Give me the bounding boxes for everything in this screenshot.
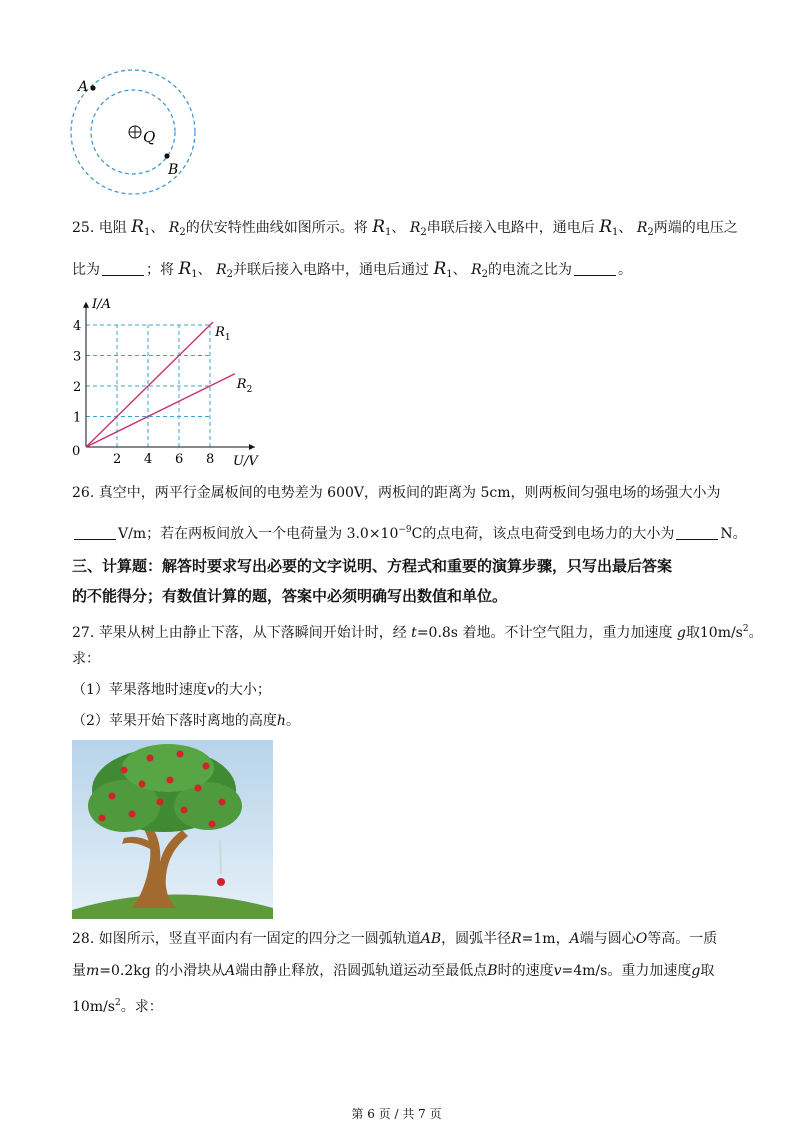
series-line-r2 — [86, 374, 235, 447]
series-label-r2: $R_2$ — [236, 376, 253, 395]
point-b — [164, 153, 169, 158]
q27-ask: 求： — [72, 651, 100, 667]
q26-line2: V/m；若在两板间放入一个电荷量为 $3.0\times 10^{-9}C$的点电荷，该点电荷受到电场力的大小为 N。 — [72, 520, 747, 544]
x-axis-label: U/V — [233, 454, 258, 469]
x-tick-label: 8 — [206, 452, 215, 467]
concentric-circles-figure — [66, 66, 196, 198]
y-tick-label: 1 — [73, 410, 82, 426]
point-a — [90, 85, 95, 90]
label-a: A — [78, 79, 89, 95]
section-heading-line2: 的不能得分；有数值计算的题，答案中必须明确写出数值和单位。 — [72, 587, 508, 605]
answer-blank — [676, 525, 718, 540]
answer-blank — [102, 261, 144, 276]
apple-tree-illustration — [72, 740, 273, 919]
page-footer: 第 6 页 / 共 7 页 — [351, 1107, 442, 1121]
y-tick-label: 2 — [73, 380, 82, 395]
x-tick-label: 0 — [72, 444, 81, 459]
y-tick-label: 3 — [73, 349, 82, 365]
answer-blank — [574, 261, 616, 276]
series-label-r1: $R_1$ — [215, 324, 231, 343]
label-b: B — [168, 162, 179, 178]
x-tick-label: 6 — [175, 452, 184, 467]
q28-line2: 量m=0.2kg 的小滑块从A端由静止释放，沿圆弧轨道运动至最低点B时的速度v=4m/s。重力加速度g取 — [72, 963, 715, 979]
q27-part1: （1）苹果落地时速度v的大小； — [72, 682, 271, 698]
y-axis-label: I/A — [92, 296, 111, 312]
answer-blank — [74, 525, 116, 540]
q25-line2: 比为 ；将 $R_1$、 $R_2$并联后接入电路中，通电后通过 $R_1$、 $R_2$的电流之比为 。 — [72, 259, 633, 280]
x-tick-label: 4 — [144, 452, 153, 467]
q26-line1: 26. 真空中，两平行金属板间的电势差为 600V，两板间的距离为 5cm，则两板间匀强电场的场强大小为 — [72, 485, 721, 501]
q28-line3: $10m/s^2$。求： — [72, 998, 163, 1015]
section-heading-line1: 三、计算题：解答时要求写出必要的文字说明、方程式和重要的演算步骤，只写出最后答案 — [72, 557, 673, 575]
y-axis-arrow — [83, 302, 89, 308]
iv-characteristic-chart — [66, 293, 271, 473]
x-axis-arrow — [249, 444, 255, 450]
series-line-r1 — [86, 322, 213, 447]
q28-line1: 28. 如图所示，竖直平面内有一固定的四分之一圆弧轨道AB，圆弧半径R=1m，A端与圆心O等高。一质 — [72, 931, 718, 947]
y-tick-label: 4 — [73, 319, 82, 334]
label-q: Q — [143, 128, 156, 146]
q27-part2: （2）苹果开始下落时离地的高度h。 — [72, 713, 300, 729]
q27-line1: 27. 苹果从树上由静止下落，从下落瞬间开始计时，经 t=0.8s 着地。不计空气阻力，重力加速度 g取$10m/s^2$。 — [72, 624, 763, 641]
q25-line1: 25. 电阻 $R_1$、 $R_2$的伏安特性曲线如图所示。将 $R_1$、 $R_2$串联后接入电路中，通电后 $R_1$、 $R_2$两端的电压之 — [72, 217, 738, 238]
falling-apple — [217, 878, 225, 886]
x-tick-label: 2 — [113, 452, 122, 467]
